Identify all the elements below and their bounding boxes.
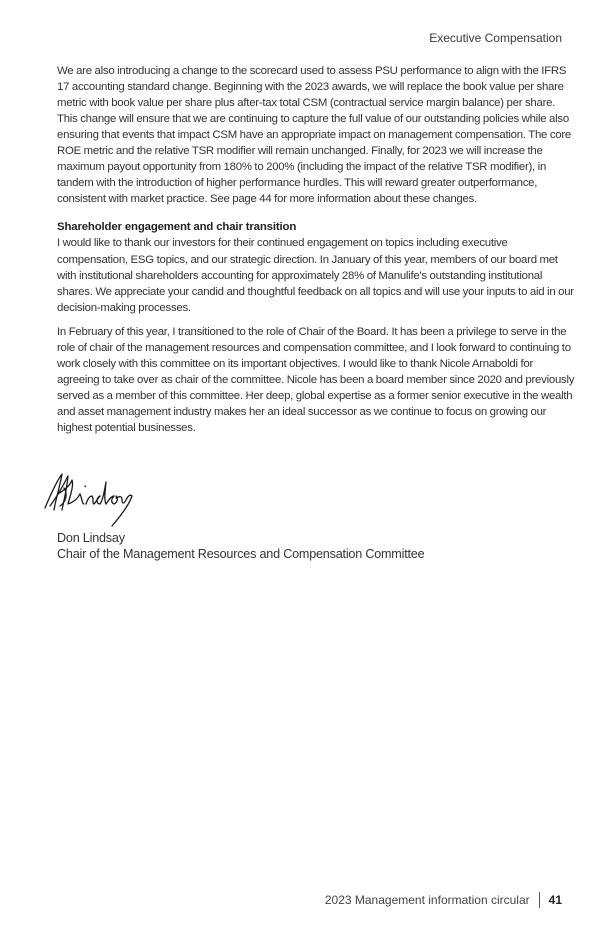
letter-body	[57, 63, 577, 436]
paragraph-shareholder-engagement: I would like to thank our investors for their continued engagement on topics including executive compensation, ESG topics, and our strategic direction. In January of this year, members of our board met with institutional shareholders accounting for approximately 28% of Manulife's outstanding institutional shares. We appreciate your candid and thoughtful feedback on all topics and will use your inputs to aid in our decision-making processes.	[57, 237, 574, 314]
paragraph-psu-scorecard: We are also introducing a change to the scorecard used to assess PSU performance to align with the IFRS 17 accounting standard change. Beginning with the 2023 awards, we will replace the book value per share metric with book value per share plus after-tax total CSM (contractual service margin balance) per share. This change will ensure that we are continuing to capture the full value of our outstanding policies while also ensuring that events that impact CSM have an appropriate impact on management compensation. The core ROE metric and the relative TSR modifier will remain unchanged. Finally, for 2023 we will increase the maximum payout opportunity from 180% to 200% (including the impact of the relative TSR modifier), in tandem with the introduction of higher performance hurdles. This will reward greater outperformance, consistent with market practice. See page 44 for more information about these changes.	[57, 65, 571, 206]
paragraph-chair-transition: In February of this year, I transitioned to the role of Chair of the Board. It has been a privilege to serve in the role of chair of the management resources and compensation committee, and I look forward to continuing to work closely with this committee on its important objectives. I would like to thank Nicole Arnaboldi for agreeing to take over as chair of the committee. Nicole has been a board member since 2020 and previously served as a member of this committee. Her deep, global expertise as a former senior executive in the wealth and asset management industry makes her an ideal successor as we continue to focus on growing our highest potential businesses.	[57, 325, 575, 434]
footer-divider	[539, 892, 540, 908]
document-title: 2023 Management information circular	[324, 893, 530, 907]
section-heading: Shareholder engagement and chair transition	[57, 221, 297, 234]
page-footer	[325, 892, 562, 908]
signatory-name: Don Lindsay	[57, 531, 125, 545]
page-number: 41	[548, 893, 562, 907]
handwritten-signature	[40, 468, 150, 528]
signatory-title: Chair of the Management Resources and Compensation Committee	[57, 547, 425, 561]
running-header: Executive Compensation	[429, 31, 562, 45]
